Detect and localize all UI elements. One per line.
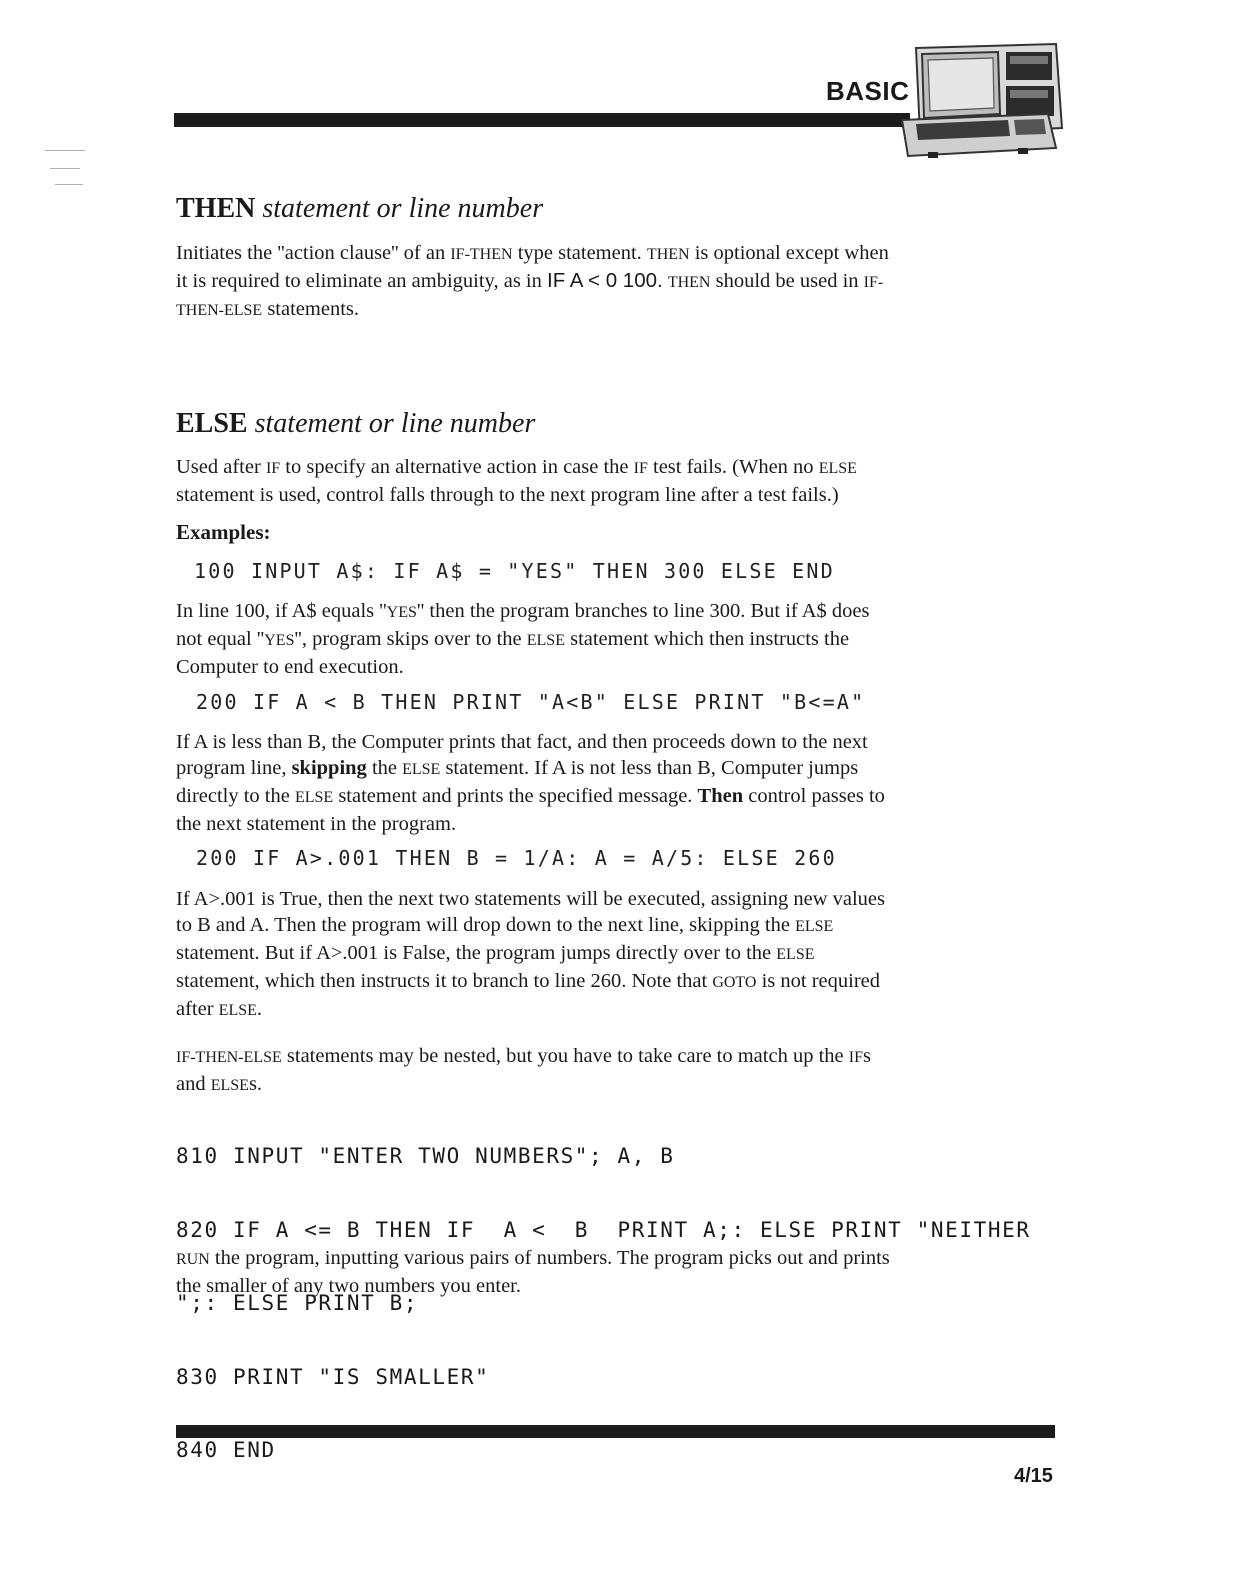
keyword-text: IF-THEN-ELSE: [176, 274, 884, 319]
example2-code: 200 IF A < B THEN PRINT "A<B" ELSE PRINT "B<=A": [196, 690, 866, 714]
keyword-text: IF: [265, 460, 281, 477]
keyword-text: YES: [264, 632, 295, 649]
program-line: 820 IF A <= B THEN IF A < B PRINT A;: ELSE PRINT "NEITHER: [176, 1217, 1031, 1242]
text-run: Initiates the ''action clause'' of an: [176, 242, 451, 264]
keyword-text: ELSE: [294, 789, 334, 806]
footer-rule: [176, 1425, 1055, 1438]
text-run: is optional except when it is required to eliminate an ambiguity, as in: [176, 242, 889, 292]
program-line: 830 PRINT "IS SMALLER": [176, 1364, 490, 1389]
running-head: BASIC: [826, 76, 910, 106]
text-run: statement. But if A>.001 is False, the program jumps directly over to the: [176, 942, 777, 964]
emphasis-text: skipping: [291, 757, 367, 779]
text-run: statement and prints the specified message.: [333, 785, 698, 807]
then-heading: [176, 193, 543, 225]
text-run: IF A < 0 100.: [547, 269, 663, 292]
text-run: should be used in: [710, 270, 864, 292]
text-run: If A>.001 is True, then the next two statements will be executed, assigning new values to B and A. Then the program will drop down to the next line, skipping the: [176, 888, 886, 936]
header-rule: [174, 113, 910, 127]
keyword-text: YES: [386, 604, 417, 621]
text-run: to specify an alternative action in case the: [280, 456, 634, 478]
text-run: statement which then instructs the Computer to end execution.: [176, 628, 850, 678]
keyword-text: ELSE: [795, 918, 834, 935]
keyword-text: ELSE: [218, 1002, 257, 1019]
text-run: '', program skips over to the: [294, 628, 527, 650]
emphasis-text: Then: [697, 785, 744, 807]
program-line: ";: ELSE PRINT B;: [176, 1291, 419, 1315]
text-run: statement. If A is not less than B, Computer jumps directly to the: [176, 757, 859, 807]
else-heading: [176, 408, 535, 440]
example1-explanation: [176, 598, 896, 680]
text-run: statement, which then instructs it to branch to line 260. Note that: [176, 970, 713, 992]
else-description: [176, 454, 896, 508]
text-run: If A is less than B, the Computer prints that fact, and then proceeds down to the next program line,: [176, 731, 868, 779]
text-run: statements.: [262, 298, 359, 320]
else-subtitle: statement or line number: [254, 408, 536, 439]
examples-label: Examples:: [176, 520, 271, 544]
keyword-text: ELSE: [210, 1077, 249, 1094]
page-number: 4/15: [1014, 1465, 1053, 1487]
margin-mark: [45, 150, 85, 151]
margin-mark: [50, 168, 80, 169]
keyword-text: ELSE: [818, 460, 857, 477]
keyword-text: IF-THEN-ELSE: [176, 1049, 282, 1066]
keyword-text: THEN: [646, 246, 690, 263]
text-run: In line 100, if A$ equals '': [176, 600, 387, 622]
example2-explanation: [176, 729, 896, 837]
example1-code: 100 INPUT A$: IF A$ = "YES" THEN 300 ELSE END: [194, 559, 835, 583]
text-run: control passes to the next statement in the program.: [176, 785, 885, 835]
text-run: the: [366, 757, 403, 779]
else-keyword: ELSE: [176, 408, 248, 439]
keyword-text: ELSE: [402, 761, 441, 778]
text-run: the program, inputting various pairs of numbers. The program picks out and prints the smaller of any two numbers you enter.: [176, 1247, 890, 1297]
keyword-text: IF: [848, 1049, 863, 1066]
nested-explanation: [176, 1043, 896, 1099]
program-line: 840 END: [176, 1438, 276, 1462]
keyword-text: IF-THEN: [450, 246, 513, 263]
keyword-text: THEN: [667, 274, 711, 291]
example3-code: 200 IF A>.001 THEN B = 1/A: A = A/5: ELSE 260: [196, 846, 837, 870]
text-run: .: [256, 998, 263, 1020]
text-run: test fails. (When no: [647, 456, 819, 478]
text-run: type statement.: [512, 242, 647, 264]
keyword-text: ELSE: [526, 632, 565, 649]
keyword-text: IF: [633, 460, 648, 477]
then-keyword: THEN: [176, 193, 256, 224]
margin-mark: [55, 184, 83, 185]
text-run: '' then the program branches to line 300. But if A$ does not equal '': [176, 600, 870, 650]
trs-80-computer-icon: [898, 42, 1068, 162]
text-run: statement is used, control falls through to the next program line after a test fails.): [176, 484, 839, 506]
keyword-text: GOTO: [712, 974, 757, 991]
example3-explanation: [176, 886, 896, 1024]
run-explanation: [176, 1245, 896, 1299]
text-run: statements may be nested, but you have to take care to match up the: [281, 1045, 849, 1067]
text-run: is not required after: [176, 970, 881, 1020]
then-description: [176, 240, 896, 324]
text-run: Used after: [176, 456, 266, 478]
keyword-text: ELSE: [776, 946, 815, 963]
keyword-text: RUN: [176, 1251, 210, 1268]
program-line: 810 INPUT "ENTER TWO NUMBERS"; A, B: [176, 1144, 675, 1168]
text-run: s.: [248, 1073, 263, 1095]
text-run: s and: [176, 1045, 871, 1095]
then-subtitle: statement or line number: [262, 193, 544, 224]
